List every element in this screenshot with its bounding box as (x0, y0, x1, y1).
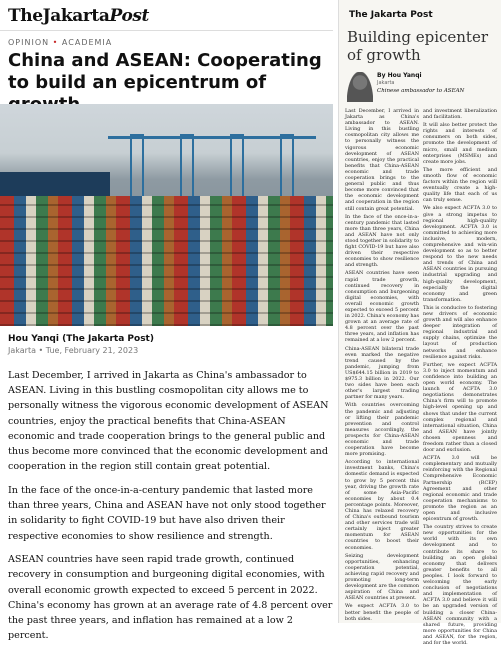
article-location: Jakarta (8, 346, 36, 355)
clipping-paragraph: and investment liberalization and facilitation. (423, 108, 497, 121)
clipping-paragraph: The more efficient and smooth flow of economic factors within the region will eventually create a high-quality life that each of us can truly sense. (423, 166, 497, 204)
section-academia-link[interactable]: ACADEMIA (61, 38, 113, 47)
print-clipping (338, 0, 501, 646)
article-paragraph: In the face of the once-in-a-century pandemic that lasted more than three years, China and ASEAN have not only stood together in solidarity to fight COVID-19 but have also driven their respective economies to show resilience and strength. (8, 484, 326, 542)
article-author[interactable]: Hou Yanqi (The Jakarta Post) (8, 334, 154, 344)
article-headline: China and ASEAN: Cooperating to build an epicentrum of (8, 50, 322, 93)
clipping-paragraph: Seizing development opportunities, enhancing cooperation potential, achieving rapid recovery and promoting long-term development are the common aspiration of China and ASEAN countries at present. (345, 552, 419, 602)
clipping-paragraph: Last December, I arrived in Jakarta as China's ambassador to ASEAN. Living in this bustling cosmopolitan city allows me to personally witness the vigorous economic development of ASEAN countries, enjoy the practical benefits that China-ASEAN economic and trade cooperation brings to the general public and thus become more convinced that the economic development and cooperation in the region still contain great potential. (345, 108, 419, 212)
clipping-paragraph: It will also better protect the rights and interests of consumers on both sides, promote the development of micro, small and medium enterprises (MSMEs) and create more jobs. (423, 122, 497, 165)
meta-separator: • (38, 346, 44, 355)
clipping-role: Chinese ambassador to ASEAN (377, 88, 465, 94)
clipping-paragraph: Further, we expect ACFTA 3.0 to inject momentum and confidence into building an open world economy. The launch of ACFTA 3.0 negotiations demonstrates China's firm will to promote high-level opening up and shows that under the current complex regional and international situation, China and ASEAN have jointly chosen openness and freedom rather than a closed door and exclusion. (423, 361, 497, 454)
author-portrait (347, 72, 373, 102)
clipping-paragraph: This is conducive to fostering new drivers of economic growth and will also enhance deeper integration of regional industrial and supply chains, optimize the layout of production networks and enhance resilience against risks. (423, 304, 497, 360)
clipping-columns (345, 108, 497, 648)
article-paragraph: ASEAN countries have seen rapid trade growth, continued recovery in consumption and burgeoning digital economies, with overall economic growth expected to exceed 5 percent in 2022. China's economy has grown at an average rate of 4.8 percent over the past three years, and inflation has remained at a low 2 percent. (8, 554, 333, 642)
clipping-paragraph: China-ASEAN bilateral trade even marked the negative trend caused by the pandemic, jumping from US$644.15 billion in 2019 to $975.3 billion in 2022. Our two sides have been each other's largest trading partner for many years. (345, 345, 419, 401)
clipping-column-2 (423, 108, 497, 648)
article-meta (8, 346, 138, 355)
clipping-paragraph: In the face of the once-in-a-century pandemic that lasted more than three years, China and ASEAN have not only stood together in solidarity to fight COVID-19 but have also driven their respective economies to show resilience and strength. (345, 213, 419, 269)
clipping-paragraph: According to international investment banks, China's domestic demand is expected to grow by 5 percent this year, driving the growth rate of some Asia-Pacific economies by about 0.4 percentage points. Moreover, China has relaxed recovery of China's outbound tourism and other services trade will certainly inject greater momentum for ASEAN countries to boost their economies. (345, 459, 419, 551)
clipping-author: By Hou Yanqi (377, 72, 422, 79)
cargo-ship (0, 172, 110, 198)
container-rows (0, 196, 333, 326)
section-breadcrumb (8, 38, 112, 47)
clipping-paragraph: We expect ACFTA 3.0 to better benefit the people of both sides. (345, 603, 419, 622)
article-body (8, 368, 333, 652)
section-opinion-link[interactable]: OPINION (8, 38, 50, 47)
site-logo[interactable] (8, 6, 149, 26)
clipping-location: Jakarta (377, 80, 395, 86)
clipping-paragraph: With countries overcoming the pandemic and adjusting or lifting their pandemic prevention and control measures accordingly, the prospects for China-ASEAN economic and trade cooperation have become more promising. (345, 402, 419, 458)
clipping-brand: The Jakarta Post (349, 10, 433, 20)
clipping-paragraph: We also expect ACFTA 3.0 to give a strong impetus to regional high-quality development. ACFTA 3.0 is committed to achieving more inclusive, modern, comprehensive and win-win development so as to better respond to the new needs and trends of China and ASEAN countries in pursuing industrial upgrading and high-quality development, especially the digital economy and green transformation. (423, 205, 497, 303)
section-separator: • (52, 38, 59, 47)
clipping-paragraph: The country strives to create new opportunities for the world with its own development and to contribute its share to building an open global economy that delivers greater benefits to all peoples. I look forward to welcoming the early conclusion of negotiations and implementation of ACFTA 3.0 and believe it will be an upgraded version of building a closer China-ASEAN community with a shared future, providing more opportunities for China and ASEAN, for the region, and for the world. (423, 524, 497, 646)
article-hero-photo (0, 104, 333, 326)
clipping-column-1 (345, 108, 419, 648)
clipping-paragraph: ASEAN countries have seen rapid trade growth, continued recovery in consumption and burgeoning digital economies, with overall economic growth expected to exceed 5 percent in 2022. China's economy has grown at an average rate of 4.8 percent over the past three years, and inflation has remained at a low 2 percent. (345, 270, 419, 344)
clipping-title: Building epicenter of growth (347, 28, 488, 64)
article-date: Tue, February 21, 2023 (45, 346, 139, 355)
brand-tail: Post (109, 6, 150, 26)
article-paragraph: Last December, I arrived in Jakarta as China's ambassador to ASEAN. Living in this bustling cosmopolitan city allows me to personally witness the vigorous economic development of ASEAN countries, enjoy the practical benefits that China-ASEAN economic and trade cooperation brings to the general public and thus become more convinced that the economic development and cooperation in the region still contain great potential. (8, 370, 329, 473)
site-header (0, 0, 333, 31)
brand-main: TheJakarta (8, 6, 110, 26)
clipping-paragraph: ACFTA 3.0 will be complementary and mutually reinforcing with the Regional Comprehensive Economic Partnership (RCEP) Agreement and other regional economic and trade cooperation mechanisms to promote the region as an open and inclusive epicentrum of growth. (423, 455, 497, 523)
